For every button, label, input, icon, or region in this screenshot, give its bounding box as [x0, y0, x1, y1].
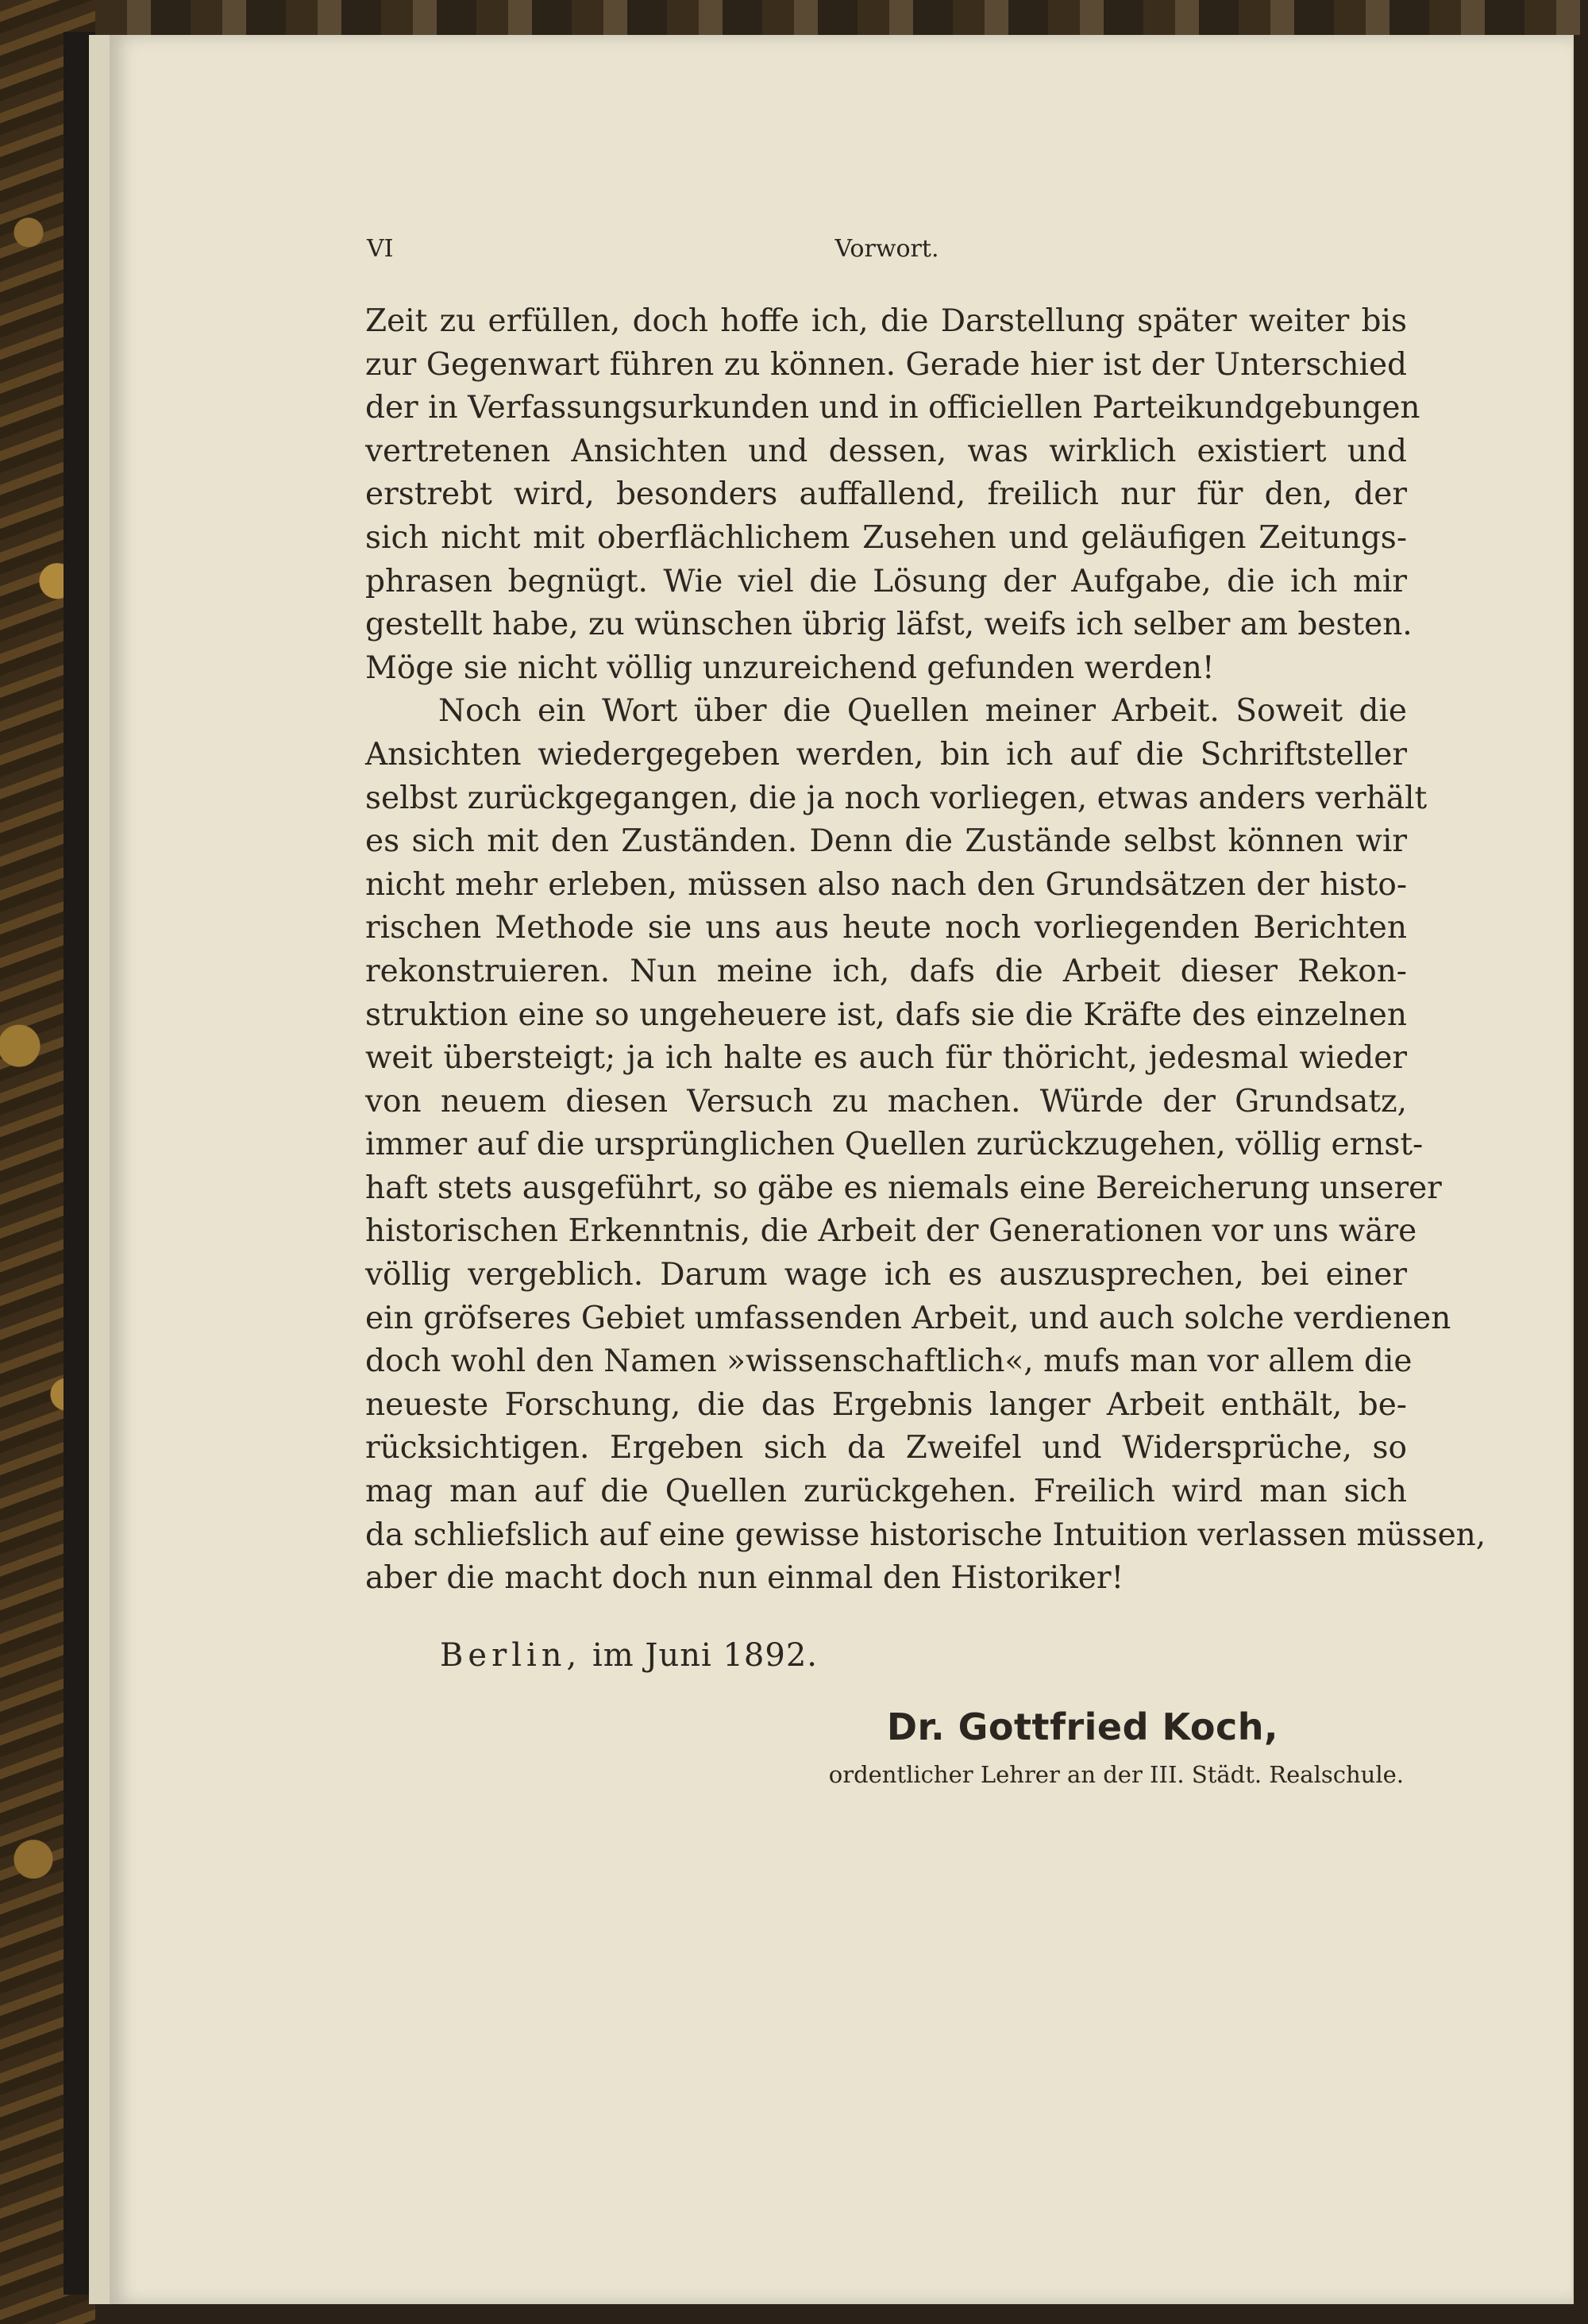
text-line: Ansichten wiedergegeben werden, bin ich auf die Schriftsteller [365, 736, 1407, 773]
page-number: VI [367, 235, 394, 263]
place: Berlin, [440, 1637, 582, 1674]
text-line: phrasen begnügt. Wie viel die Lösung der Aufgabe, die ich mir [365, 563, 1407, 599]
text-line: haft stets ausgeführt, so gäbe es niemals eine Bereicherung unserer [365, 1170, 1442, 1206]
text-line: mag man auf die Quellen zurückgehen. Freilich wird man sich [365, 1474, 1407, 1510]
text-line: doch wohl den Namen »wissenschaftlich«, mufs man vor allem die [365, 1343, 1413, 1380]
section-title: Vorwort. [834, 235, 939, 263]
text-line: Zeit zu erfüllen, doch hoffe ich, die Darstellung später weiter bis [365, 303, 1407, 339]
text-line: gestellt habe, zu wünschen übrig läfst, weifs ich selber am besten. [365, 607, 1413, 643]
author-role: ordentlicher Lehrer an der III. Städt. Realschule. [828, 1761, 1404, 1788]
text-line: aber die macht doch nun einmal den Historiker! [365, 1560, 1124, 1597]
text-line: selbst zurückgegangen, die ja noch vorliegen, etwas anders verhält [365, 780, 1428, 816]
book-top-edge [95, 0, 1588, 35]
text-line: immer auf die ursprünglichen Quellen zurückzugehen, völlig ernst- [365, 1127, 1424, 1163]
text-line: völlig vergeblich. Darum wage ich es auszusprechen, bei einer [365, 1257, 1407, 1293]
text-line: weit übersteigt; ja ich halte es auch für thöricht, jedesmal wieder [365, 1040, 1407, 1077]
body-text [365, 300, 1486, 1601]
text-line: zur Gegenwart führen zu können. Gerade hier ist der Unterschied [365, 346, 1407, 383]
text-line: sich nicht mit oberflächlichem Zusehen und geläufigen Zeitungs- [365, 519, 1407, 556]
text-line: da schliefslich auf eine gewisse historische Intuition verlassen müssen, [365, 1517, 1486, 1553]
text-line: ein gröfseres Gebiet umfassenden Arbeit, und auch solche verdienen [365, 1300, 1451, 1336]
text-line: historischen Erkenntnis, die Arbeit der Generationen vor uns wäre [365, 1213, 1417, 1250]
date: im Juni 1892. [592, 1637, 818, 1674]
text-line: vertretenen Ansichten und dessen, was wirklich existiert und [365, 433, 1407, 469]
text-line: es sich mit den Zuständen. Denn die Zustände selbst können wir [365, 823, 1407, 860]
text-line: struktion eine so ungeheuere ist, dafs sie die Kräfte des einzelnen [365, 996, 1407, 1033]
text-line: von neuem diesen Versuch zu machen. Würde der Grundsatz, [365, 1083, 1407, 1120]
running-head [367, 235, 1407, 267]
text-line: Noch ein Wort über die Quellen meiner Arbeit. Soweit die [438, 693, 1407, 730]
text-line: rücksichtigen. Ergeben sich da Zweifel und Widersprüche, so [365, 1430, 1407, 1466]
place-date [440, 1637, 818, 1674]
text-line: rischen Methode sie uns aus heute noch vorliegenden Berichten [365, 910, 1407, 946]
text-line: Möge sie nicht völlig unzureichend gefunden werden! [365, 649, 1215, 686]
text-line: rekonstruieren. Nun meine ich, dafs die Arbeit dieser Rekon- [365, 953, 1407, 989]
author-name: Dr. Gottfried Koch, [886, 1705, 1278, 1748]
text-line: der in Verfassungsurkunden und in officiellen Parteikundgebungen [365, 390, 1420, 426]
text-line: neueste Forschung, die das Ergebnis langer Arbeit enthält, be- [365, 1386, 1407, 1423]
text-line: erstrebt wird, besonders auffallend, freilich nur für den, der [365, 476, 1407, 513]
text-line: nicht mehr erleben, müssen also nach den Grundsätzen der histo- [365, 866, 1407, 903]
